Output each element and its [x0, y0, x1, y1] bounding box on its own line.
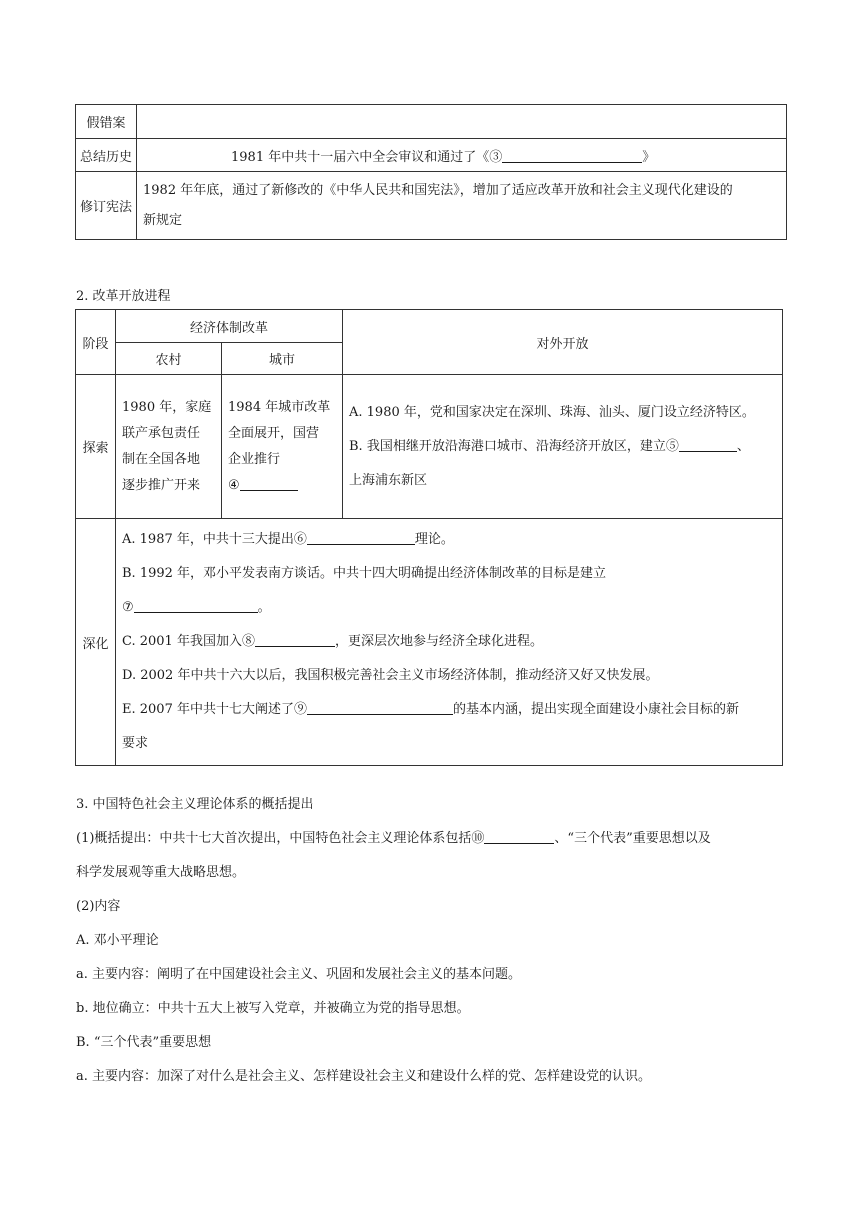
fill-blank-10[interactable] — [484, 829, 554, 844]
history-table — [75, 104, 787, 240]
paragraph: (2)内容 — [76, 899, 121, 914]
paragraph: a. 主要内容：加深了对什么是社会主义、怎样建设社会主义和建设什么样的党、怎样建设党的认识。 — [76, 1069, 652, 1084]
table-row — [76, 105, 787, 139]
fill-blank-4[interactable] — [240, 476, 298, 491]
stage-deepen: 深化 — [76, 519, 116, 766]
fill-blank-8[interactable] — [255, 632, 335, 647]
header-stage: 阶段 — [76, 310, 116, 375]
row-label: 总结历史 — [76, 139, 137, 172]
stage-explore: 探索 — [76, 375, 116, 519]
subheading: B. “三个代表”重要思想 — [76, 1035, 212, 1050]
row-content — [137, 105, 787, 139]
fill-blank-9[interactable] — [307, 700, 453, 715]
header-opening: 对外开放 — [343, 310, 783, 375]
fill-blank-7[interactable] — [134, 598, 258, 613]
explore-opening: A. 1980 年，党和国家决定在深圳、珠海、汕头、厦门设立经济特区。 B. 我国相继开放沿海港口城市、沿海经济开放区，建立⑤ 、 上海浦东新区 — [343, 375, 783, 519]
row-label: 假错案 — [76, 105, 137, 139]
row-label: 修订宪法 — [76, 172, 137, 240]
reform-table — [75, 309, 783, 766]
table-row — [76, 172, 787, 240]
row-content: 1982 年年底，通过了新修改的《中华人民共和国宪法》，增加了适应改革开放和社会主义现代化建设的 新规定 — [137, 172, 787, 240]
explore-rural: 1980 年，家庭 联产承包责任 制在全国各地 逐步推广开来 — [116, 375, 222, 519]
paragraph: b. 地位确立：中共十五大上被写入党章，并被确立为党的指导思想。 — [76, 1001, 470, 1016]
section-heading: 3. 中国特色社会主义理论体系的概括提出 — [76, 797, 314, 812]
subheading: A. 邓小平理论 — [76, 933, 159, 948]
table-row — [76, 310, 783, 343]
fill-blank-5[interactable] — [679, 437, 737, 452]
fill-blank-6[interactable] — [307, 530, 415, 545]
table-row — [76, 139, 787, 172]
explore-urban: 1984 年城市改革 全面展开，国营 企业推行 ④ — [222, 375, 343, 519]
paragraph: a. 主要内容：阐明了在中国建设社会主义、巩固和发展社会主义的基本问题。 — [76, 967, 522, 982]
paragraph: (1)概括提出：中共十七大首次提出，中国特色社会主义理论体系包括⑩ 、“三个代表”重要思想以及 — [76, 831, 711, 846]
deepen-content: A. 1987 年，中共十三大提出⑥ 理论。 B. 1992 年，邓小平发表南方谈话。中共十四大明确提出经济体制改革的目标是建立 ⑦ 。 C. 2001 年我国加入⑧ ，更深层次地参与经济全球化进程。 D. 2002 年中共十六大以后，我国积极完善社会主义市场经济体制，推动经济又好又快发展。 E. 2007 年中共十七大阐述了⑨ 的基本内涵，提出实现全面建设小康社会目标的新 要求 — [116, 519, 783, 766]
row-content: 1981 年中共十一届六中全会审议和通过了《③ 》 — [137, 139, 787, 172]
paragraph: 科学发展观等重大战略思想。 — [76, 865, 246, 880]
section-heading: 2. 改革开放进程 — [76, 289, 171, 304]
fill-blank-3[interactable] — [502, 148, 642, 163]
header-rural: 农村 — [116, 343, 222, 375]
table-row — [76, 519, 783, 766]
header-urban: 城市 — [222, 343, 343, 375]
table-row — [76, 375, 783, 519]
header-econ-reform: 经济体制改革 — [116, 310, 343, 343]
